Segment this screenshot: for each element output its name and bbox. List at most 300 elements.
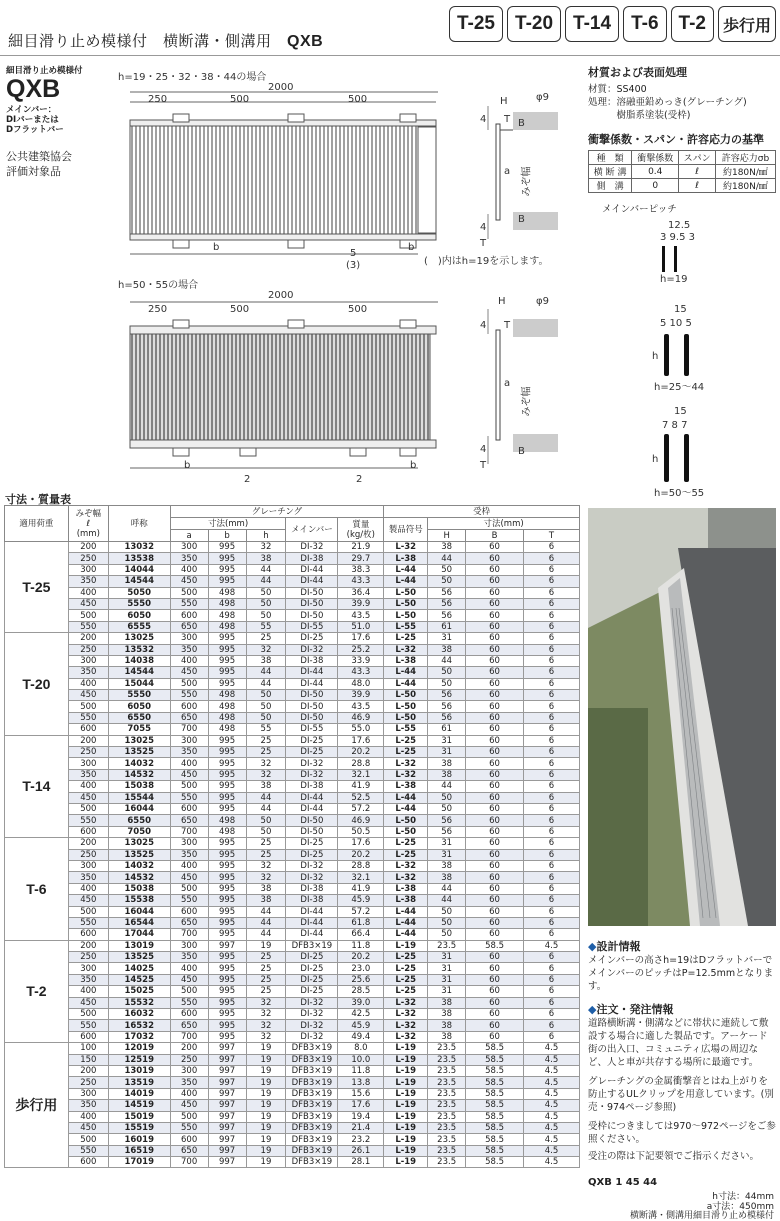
table-cell: 56 xyxy=(428,701,466,712)
table-row xyxy=(5,701,580,712)
table-cell: 38 xyxy=(428,644,466,655)
table-cell: 350 xyxy=(170,553,208,564)
table-cell: 19 xyxy=(246,940,286,951)
table-cell: 44 xyxy=(246,929,286,940)
table-cell: L-25 xyxy=(384,747,428,758)
s1-4b: 4 xyxy=(480,222,487,233)
table-row xyxy=(5,633,580,644)
order-text-1: 道路横断溝・側溝などに帯状に連続して敷設する場合に適した製品です。アーケード街の出入口、コミュニティ広場の周辺など、人と車が共存する場所に最適です。 xyxy=(588,1018,769,1068)
table-cell: 52.5 xyxy=(338,792,384,803)
table-cell: 55.0 xyxy=(338,724,384,735)
table-cell: 6 xyxy=(523,952,579,963)
table-cell: 995 xyxy=(208,678,246,689)
table-cell: 350 xyxy=(68,872,108,883)
badge-pedestrian: 歩行用 xyxy=(718,6,776,42)
table-row xyxy=(5,667,580,678)
table-cell: 32 xyxy=(246,997,286,1008)
pitch-diagrams xyxy=(588,216,776,499)
table-cell: 500 xyxy=(170,678,208,689)
table-cell: 16519 xyxy=(108,1145,170,1156)
table-cell: 60 xyxy=(466,769,524,780)
bar-25a xyxy=(664,334,669,376)
table-cell: 31 xyxy=(428,838,466,849)
table-cell: 38 xyxy=(428,758,466,769)
table-cell: DI-32 xyxy=(286,1009,338,1020)
table-cell: L-25 xyxy=(384,986,428,997)
table-cell: 31 xyxy=(428,952,466,963)
table-cell: 15019 xyxy=(108,1111,170,1122)
table-cell: 300 xyxy=(170,735,208,746)
impact-h1: 衝撃係数 xyxy=(632,151,679,165)
diamond-icon: ◆ xyxy=(588,940,597,953)
table-cell: 60 xyxy=(466,598,524,609)
badge-t6: T-6 xyxy=(623,6,666,42)
table-cell: 44 xyxy=(246,917,286,928)
th-fdims: 寸法(mm) xyxy=(428,518,580,530)
table-cell: 14025 xyxy=(108,963,170,974)
table-cell: DI-32 xyxy=(286,1020,338,1031)
table-cell: 45.9 xyxy=(338,1020,384,1031)
table-cell: 500 xyxy=(170,781,208,792)
table-cell: 15532 xyxy=(108,997,170,1008)
table-cell: DFB3×19 xyxy=(286,1145,338,1156)
table-cell: 60 xyxy=(466,986,524,997)
table-row xyxy=(5,952,580,963)
table-cell: 400 xyxy=(68,1111,108,1122)
table-cell: 995 xyxy=(208,553,246,564)
table-cell: 25 xyxy=(246,747,286,758)
table-cell: 60 xyxy=(466,644,524,655)
bar-19b xyxy=(674,246,677,272)
table-cell: 66.4 xyxy=(338,929,384,940)
table-cell: 995 xyxy=(208,906,246,917)
s1-T2: T xyxy=(480,238,487,249)
table-cell: 55 xyxy=(246,724,286,735)
table-row xyxy=(5,610,580,621)
table-cell: 50 xyxy=(246,610,286,621)
table-cell: 28.8 xyxy=(338,758,384,769)
table-cell: 997 xyxy=(208,1077,246,1088)
table-cell: 60 xyxy=(466,610,524,621)
table-row xyxy=(5,1065,580,1076)
table-cell: 4.5 xyxy=(523,1077,579,1088)
table-cell: 14038 xyxy=(108,655,170,666)
pitch1-total: 12.5 xyxy=(668,220,691,231)
table-cell: L-19 xyxy=(384,1065,428,1076)
table-row xyxy=(5,826,580,837)
table-cell: 250 xyxy=(170,1054,208,1065)
table-row xyxy=(5,1088,580,1099)
order-info-title: ◆注文・発注情報 xyxy=(588,1003,674,1016)
table-row xyxy=(5,1157,580,1168)
table-cell: 17.6 xyxy=(338,1100,384,1111)
s2-4b: 4 xyxy=(480,444,487,455)
table-cell: L-38 xyxy=(384,655,428,666)
th-frame: 受枠 xyxy=(384,506,580,518)
table-cell: 60 xyxy=(466,587,524,598)
table-cell: 39.9 xyxy=(338,690,384,701)
table-cell: 44 xyxy=(246,803,286,814)
table-cell: 16044 xyxy=(108,906,170,917)
table-row xyxy=(5,678,580,689)
table-cell: 13019 xyxy=(108,1065,170,1076)
table-row xyxy=(5,690,580,701)
table-row xyxy=(5,1111,580,1122)
table-cell: 23.5 xyxy=(428,1157,466,1168)
s1-a: a xyxy=(504,166,511,177)
table-cell: DI-32 xyxy=(286,542,338,553)
table-cell: L-32 xyxy=(384,872,428,883)
impact-cell: 約180N/㎟ xyxy=(715,179,775,193)
table-cell: 58.5 xyxy=(466,1077,524,1088)
order-code-example xyxy=(588,1177,776,1221)
table-cell: 19 xyxy=(246,1122,286,1133)
table-cell: DI-38 xyxy=(286,883,338,894)
order-text-2: グレーチングの金属衝撃音とはね上がりを防止するULクリップを用意しています。(別売・974ページ参照) xyxy=(588,1076,774,1113)
table-cell: DFB3×19 xyxy=(286,940,338,951)
table-cell: 550 xyxy=(170,598,208,609)
table-cell: 500 xyxy=(68,1009,108,1020)
table-cell: 6 xyxy=(523,997,579,1008)
table-cell: 60 xyxy=(466,747,524,758)
table-cell: 650 xyxy=(170,1145,208,1156)
table-cell: 400 xyxy=(170,758,208,769)
table-cell: 450 xyxy=(170,667,208,678)
table-cell: 50 xyxy=(246,815,286,826)
installation-photo xyxy=(588,508,776,926)
table-cell: 650 xyxy=(170,621,208,632)
table-cell: 498 xyxy=(208,724,246,735)
table-cell: 50 xyxy=(428,792,466,803)
table-cell: 498 xyxy=(208,598,246,609)
table-row xyxy=(5,940,580,951)
order-text-4: 受注の際は下記要領でご指示ください。 xyxy=(588,1151,760,1162)
table-cell: 5550 xyxy=(108,598,170,609)
th-a: a xyxy=(170,530,208,542)
table-cell: 19 xyxy=(246,1100,286,1111)
table-cell: 57.2 xyxy=(338,906,384,917)
table-cell: 450 xyxy=(68,1122,108,1133)
drawings xyxy=(118,64,583,494)
table-cell: 31 xyxy=(428,747,466,758)
table-cell: L-44 xyxy=(384,564,428,575)
table-cell: DFB3×19 xyxy=(286,1134,338,1145)
table-cell: 60 xyxy=(466,553,524,564)
table-cell: 14032 xyxy=(108,758,170,769)
table-cell: L-25 xyxy=(384,974,428,985)
table-cell: 600 xyxy=(68,929,108,940)
table-cell: 300 xyxy=(170,1065,208,1076)
table-row xyxy=(5,803,580,814)
badge-t2: T-2 xyxy=(671,6,714,42)
table-cell: 650 xyxy=(170,917,208,928)
s2-T2: T xyxy=(480,460,487,471)
table-cell: L-32 xyxy=(384,758,428,769)
table-cell: 61 xyxy=(428,621,466,632)
s1-4: 4 xyxy=(480,114,487,125)
table-cell: 400 xyxy=(68,986,108,997)
table-cell: 600 xyxy=(170,803,208,814)
order-desc: 横断溝・側溝用細目滑り止め模様付 xyxy=(629,1211,774,1221)
load-class-cell: T-2 xyxy=(5,940,69,1043)
order-h: h寸法：44mm xyxy=(712,1192,774,1202)
table-cell: L-19 xyxy=(384,1145,428,1156)
table-cell: 700 xyxy=(170,826,208,837)
table-cell: 14544 xyxy=(108,576,170,587)
d2-250: 250 xyxy=(148,304,168,315)
table-cell: 300 xyxy=(170,542,208,553)
d2-g2: 2 xyxy=(356,474,363,485)
table-cell: 300 xyxy=(68,655,108,666)
table-cell: 600 xyxy=(68,1031,108,1042)
table-cell: 700 xyxy=(170,929,208,940)
table-cell: 300 xyxy=(170,838,208,849)
table-cell: 60 xyxy=(466,803,524,814)
table-cell: 32 xyxy=(246,860,286,871)
impact-cell: ℓ xyxy=(679,179,716,193)
table-cell: 4.5 xyxy=(523,1065,579,1076)
impact-cell: 0.4 xyxy=(632,165,679,179)
table-cell: 200 xyxy=(68,633,108,644)
table-cell: 650 xyxy=(170,712,208,723)
impact-cell: 0 xyxy=(632,179,679,193)
d1-total: 2000 xyxy=(268,82,294,93)
series-panel xyxy=(6,64,116,179)
pitch3-parts: 7 8 7 xyxy=(662,420,688,431)
table-cell: L-55 xyxy=(384,724,428,735)
table-cell: 997 xyxy=(208,1088,246,1099)
table-cell: 498 xyxy=(208,826,246,837)
table-cell: 50 xyxy=(246,701,286,712)
table-cell: 4.5 xyxy=(523,1088,579,1099)
table-cell: 58.5 xyxy=(466,1134,524,1145)
table-cell: 350 xyxy=(170,644,208,655)
table-cell: 997 xyxy=(208,1111,246,1122)
table-cell: L-50 xyxy=(384,690,428,701)
table-cell: 19.4 xyxy=(338,1111,384,1122)
table-cell: 38 xyxy=(246,655,286,666)
table-cell: 23.5 xyxy=(428,1122,466,1133)
table-cell: 15044 xyxy=(108,678,170,689)
table-cell: 600 xyxy=(68,1157,108,1168)
table-cell: 350 xyxy=(68,1100,108,1111)
table-cell: 44 xyxy=(428,895,466,906)
table-cell: DI-44 xyxy=(286,929,338,940)
table-row xyxy=(5,735,580,746)
table-cell: 31 xyxy=(428,963,466,974)
table-cell: DI-38 xyxy=(286,895,338,906)
table-cell: DI-50 xyxy=(286,815,338,826)
table-cell: DFB3×19 xyxy=(286,1100,338,1111)
table-cell: 500 xyxy=(68,1134,108,1145)
table-cell: 15519 xyxy=(108,1122,170,1133)
table-cell: 995 xyxy=(208,564,246,575)
table-cell: 41.9 xyxy=(338,883,384,894)
table-cell: 38 xyxy=(428,872,466,883)
table-cell: DI-50 xyxy=(286,690,338,701)
table-cell: 44 xyxy=(246,564,286,575)
table-cell: 25 xyxy=(246,963,286,974)
pitch2-hlabel: h xyxy=(652,351,659,362)
table-cell: 25 xyxy=(246,974,286,985)
table-cell: 58.5 xyxy=(466,1100,524,1111)
table-cell: 32 xyxy=(246,1031,286,1042)
table-row xyxy=(5,758,580,769)
table-cell: L-44 xyxy=(384,803,428,814)
table-row xyxy=(5,542,580,553)
table-row xyxy=(5,1009,580,1020)
table-cell: DI-32 xyxy=(286,758,338,769)
table-cell: 38 xyxy=(428,1009,466,1020)
table-cell: 60 xyxy=(466,633,524,644)
table-cell: 6 xyxy=(523,792,579,803)
table-cell: 550 xyxy=(170,690,208,701)
table-cell: 50 xyxy=(428,906,466,917)
spec-panel xyxy=(588,64,776,499)
table-cell: 60 xyxy=(466,997,524,1008)
table-cell: 60 xyxy=(466,974,524,985)
table-row xyxy=(5,872,580,883)
table-cell: 15538 xyxy=(108,895,170,906)
table-row xyxy=(5,655,580,666)
table-cell: 13025 xyxy=(108,735,170,746)
table-cell: 498 xyxy=(208,690,246,701)
table-cell: L-25 xyxy=(384,838,428,849)
table-cell: 6 xyxy=(523,621,579,632)
table-cell: 60 xyxy=(466,849,524,860)
table-cell: 56 xyxy=(428,690,466,701)
table-row xyxy=(5,838,580,849)
table-cell: 61.8 xyxy=(338,917,384,928)
table-cell: 60 xyxy=(466,781,524,792)
table-cell: L-50 xyxy=(384,815,428,826)
table-row xyxy=(5,587,580,598)
table-cell: DI-32 xyxy=(286,1031,338,1042)
table-cell: 300 xyxy=(68,758,108,769)
table-cell: 200 xyxy=(68,735,108,746)
d2-b2: b xyxy=(410,460,417,471)
table-cell: 19 xyxy=(246,1111,286,1122)
table-cell: L-44 xyxy=(384,678,428,689)
table-cell: 400 xyxy=(68,781,108,792)
table-cell: 250 xyxy=(68,1077,108,1088)
table-cell: 45.9 xyxy=(338,895,384,906)
table-cell: 55 xyxy=(246,621,286,632)
table-cell: 300 xyxy=(170,940,208,951)
table-cell: 6 xyxy=(523,860,579,871)
table-cell: 995 xyxy=(208,872,246,883)
table-cell: 31 xyxy=(428,974,466,985)
bar-19a xyxy=(662,246,665,272)
table-cell: DI-25 xyxy=(286,849,338,860)
table-cell: 13025 xyxy=(108,633,170,644)
table-cell: 13019 xyxy=(108,940,170,951)
d1-note: ( )内はh=19を示します。 xyxy=(424,256,549,267)
table-cell: 14532 xyxy=(108,769,170,780)
table-cell: DI-38 xyxy=(286,553,338,564)
table-cell: L-25 xyxy=(384,952,428,963)
table-cell: L-32 xyxy=(384,644,428,655)
table-cell: 995 xyxy=(208,997,246,1008)
table-cell: 32 xyxy=(246,769,286,780)
table-cell: 19 xyxy=(246,1157,286,1168)
table-cell: DI-50 xyxy=(286,598,338,609)
s2-a: a xyxy=(504,378,511,389)
table-cell: L-25 xyxy=(384,735,428,746)
table-cell: 550 xyxy=(68,712,108,723)
table-cell: 6 xyxy=(523,917,579,928)
table-cell: 350 xyxy=(170,849,208,860)
table-cell: 550 xyxy=(170,1122,208,1133)
table-cell: DI-25 xyxy=(286,986,338,997)
table-cell: 60 xyxy=(466,792,524,803)
table-cell: 997 xyxy=(208,1054,246,1065)
s2-mizo: みぞ幅 xyxy=(521,386,533,417)
table-cell: 995 xyxy=(208,1009,246,1020)
table-cell: 4.5 xyxy=(523,1054,579,1065)
table-cell: 58.5 xyxy=(466,1054,524,1065)
table-cell: 995 xyxy=(208,895,246,906)
table-cell: DI-32 xyxy=(286,769,338,780)
table-cell: 500 xyxy=(68,906,108,917)
d1-gap-paren: (3) xyxy=(346,260,361,271)
table-cell: 350 xyxy=(170,747,208,758)
page-title: 細目滑り止め模様付 横断溝・側溝用 QXB xyxy=(8,32,324,50)
table-cell: 997 xyxy=(208,1122,246,1133)
street-scene-image xyxy=(588,508,776,926)
table-cell: 6550 xyxy=(108,815,170,826)
table-cell: 250 xyxy=(68,849,108,860)
table-cell: 300 xyxy=(68,963,108,974)
table-cell: 38.3 xyxy=(338,564,384,575)
table-cell: 500 xyxy=(170,986,208,997)
table-cell: 4.5 xyxy=(523,1134,579,1145)
table-cell: 6 xyxy=(523,610,579,621)
table-cell: 32.1 xyxy=(338,872,384,883)
impact-title: 衝撃係数・スパン・許容応力の基準 xyxy=(588,133,764,146)
table-cell: 19 xyxy=(246,1054,286,1065)
table-row xyxy=(5,712,580,723)
table-cell: 498 xyxy=(208,712,246,723)
table-cell: 500 xyxy=(68,803,108,814)
table-cell: 14519 xyxy=(108,1100,170,1111)
table-cell: 56 xyxy=(428,826,466,837)
table-cell: 300 xyxy=(68,1088,108,1099)
table-cell: 600 xyxy=(170,1009,208,1020)
table-cell: 17.6 xyxy=(338,735,384,746)
table-cell: 100 xyxy=(68,1043,108,1054)
table-cell: 4.5 xyxy=(523,940,579,951)
table-cell: 60 xyxy=(466,1020,524,1031)
table-cell: 4.5 xyxy=(523,1100,579,1111)
table-cell: L-38 xyxy=(384,883,428,894)
table-cell: 25 xyxy=(246,952,286,963)
table-cell: L-32 xyxy=(384,1009,428,1020)
table-cell: 400 xyxy=(170,963,208,974)
d1-500b: 500 xyxy=(348,94,368,105)
table-cell: 200 xyxy=(170,1043,208,1054)
table-cell: DI-25 xyxy=(286,838,338,849)
th-mass: 質量 (kg/枚) xyxy=(338,518,384,542)
table-cell: 550 xyxy=(68,621,108,632)
table-cell: 400 xyxy=(170,564,208,575)
table-cell: 12019 xyxy=(108,1043,170,1054)
load-class-cell: T-14 xyxy=(5,735,69,838)
table-cell: L-25 xyxy=(384,633,428,644)
table-cell: 6 xyxy=(523,1031,579,1042)
table-cell: 200 xyxy=(68,1065,108,1076)
table-cell: 32 xyxy=(246,644,286,655)
